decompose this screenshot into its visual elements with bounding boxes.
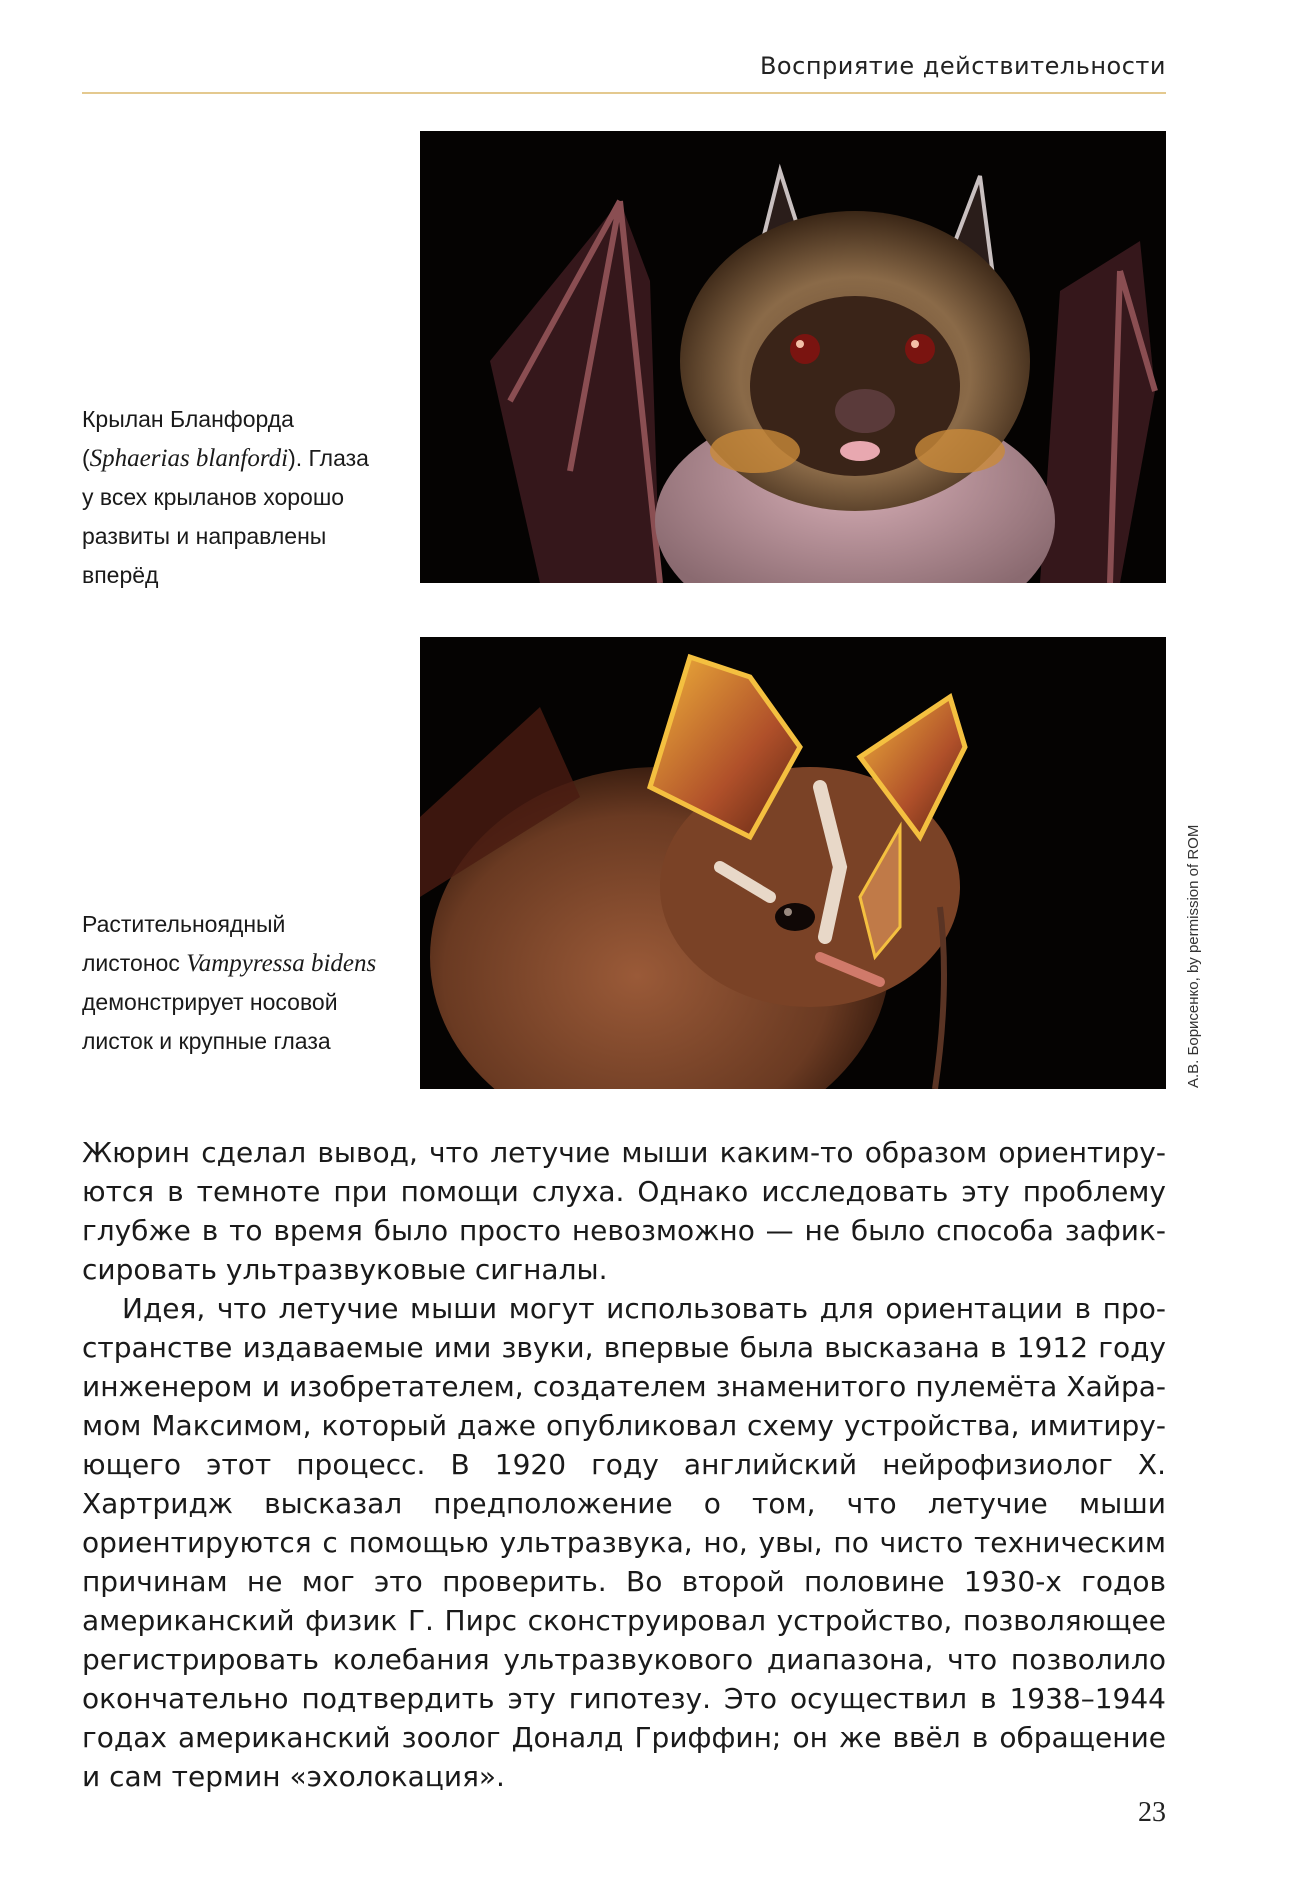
- paragraph-2: Идея, что летучие мыши могут использовать для ориентации в пространстве издаваемые ими звуки, впервые была высказана в 1912 году инженером и изобретателем, создателем знаменитого пулемёта Хайрамом Максимом, который даже опубликовал схему устройства, имитирующего этот процесс. В 1920 году английский нейрофизиолог Х. Хартридж высказал предположение о том, что летучие мыши ориентируются с помощью ультразвука, но, увы, по чисто техническим причинам не мог это проверить. Во второй половине 1930-х годов американский физик Г. Пирс сконструировал устройство, позволяющее регистрировать колебания ультразвукового диапазона, что позволило окончательно подтвердить эту гипотезу. Это осуществил в 1938–1944 годах американский зоолог Доналд Гриффин; он же ввёл в обращение и сам термин «эхолокация».: [82, 1292, 1166, 1793]
- caption-blanford-fruit-bat: Крылан Бланфорда (Sphaerias blanfordi). Глаза у всех крыланов хорошо развиты и направлены вперёд: [82, 406, 369, 588]
- paragraph-1: Жюрин сделал вывод, что летучие мыши каким-то образом ориентируются в темноте при помощи слуха. Однако исследовать эту проблему глубже в то время было просто невозможно — не было способа зафиксировать ультразвуковые сигналы.: [82, 1136, 1166, 1286]
- caption-2-text: демонстрирует носовой листок и крупные глаза: [82, 989, 338, 1054]
- caption-2-latin: Vampyressa bidens: [186, 950, 377, 977]
- caption-2-prefix: Растительноядный листонос: [82, 911, 286, 976]
- caption-vampyressa-bidens: [82, 905, 382, 1061]
- caption-1-prefix: Крылан Бланфорда: [82, 406, 294, 432]
- photo-vampyressa-bidens: [420, 637, 1166, 1089]
- caption-1-latin: Sphaerias blanfordi: [89, 445, 289, 472]
- photo-blanford-fruit-bat: [420, 131, 1166, 583]
- photo-credit: А.В. Борисенко, by permission of ROM: [1185, 824, 1202, 1088]
- running-head-title: Восприятие действительности: [759, 52, 1166, 80]
- caption-1-text: Глаза у всех крыланов хорошо развиты и направлены вперёд: [82, 445, 369, 588]
- header-rule: [82, 92, 1166, 94]
- page-number: 23: [1138, 1797, 1166, 1828]
- main-text: [82, 1133, 1166, 1796]
